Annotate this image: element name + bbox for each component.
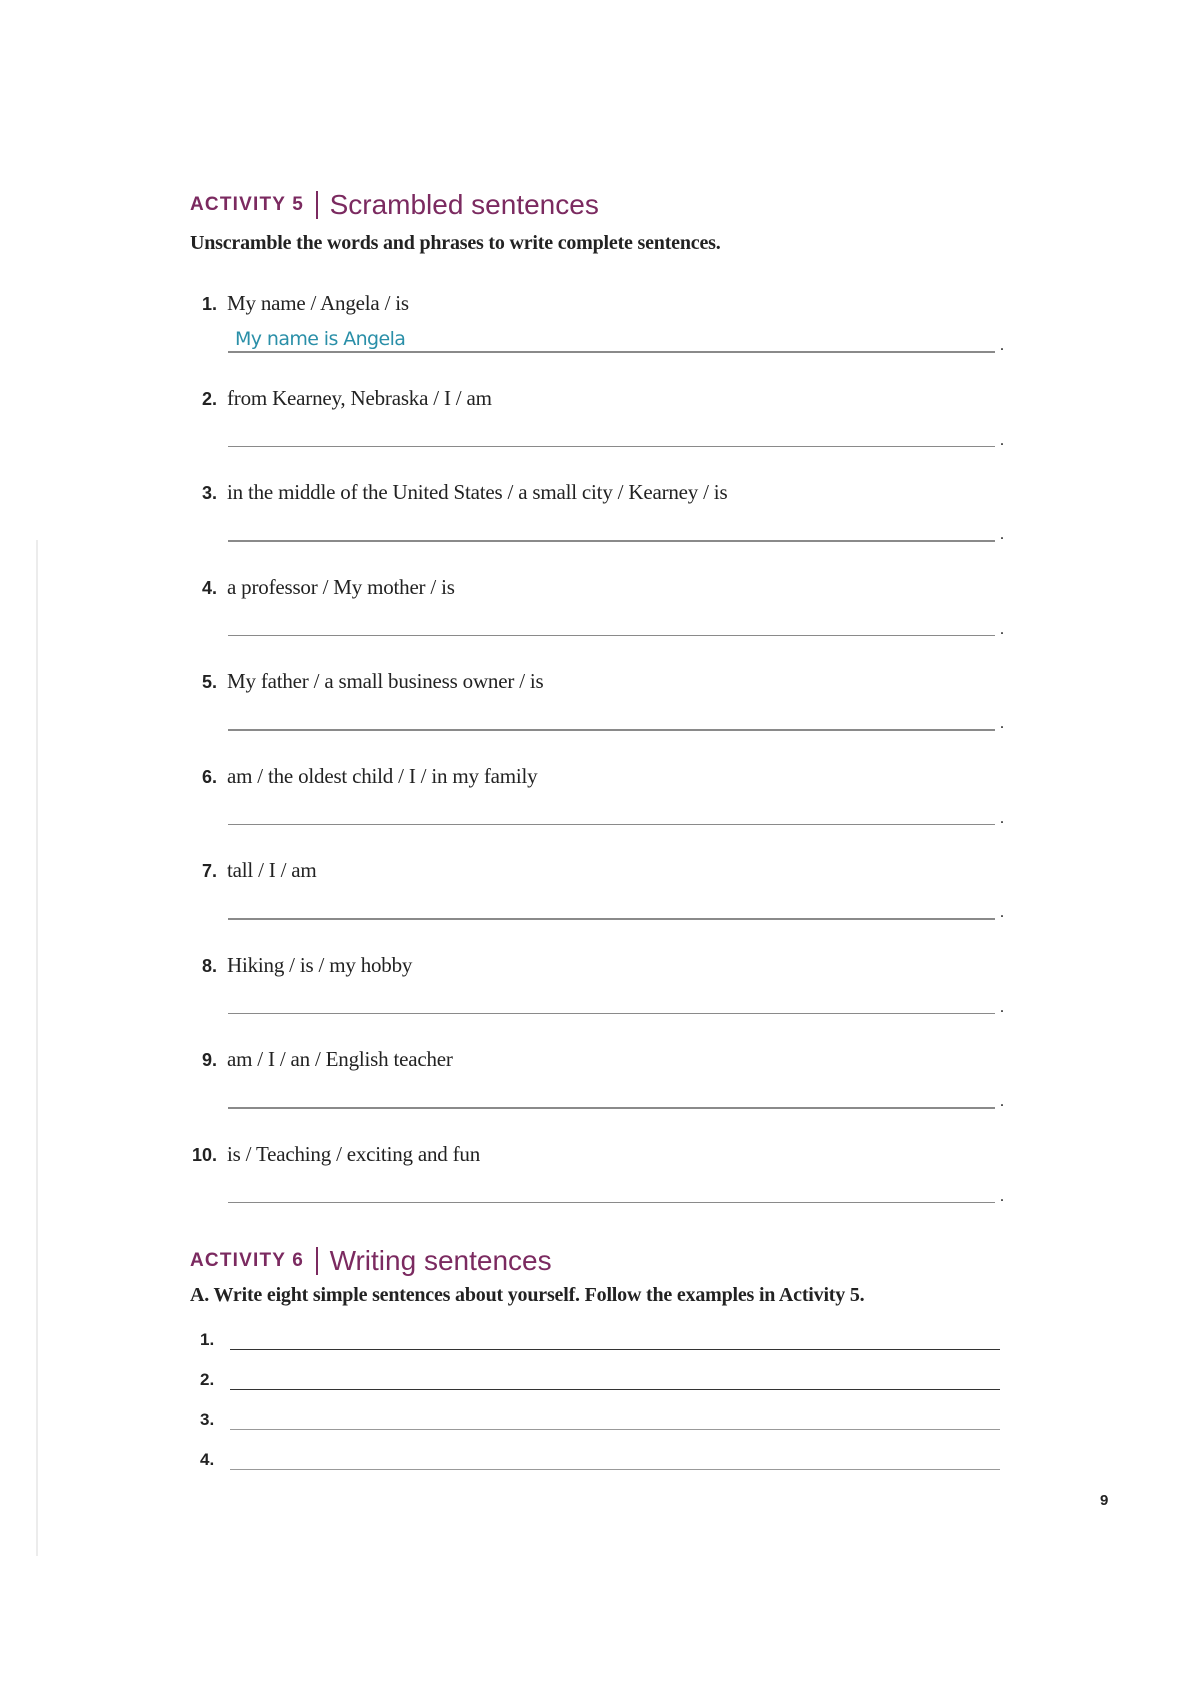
answer-period: . xyxy=(1000,620,1004,638)
writing-line-number: 2. xyxy=(200,1370,215,1389)
writing-line-row xyxy=(190,1402,1010,1432)
heading-separator xyxy=(316,1247,318,1275)
activity-6-heading xyxy=(190,1244,552,1278)
activity-5-instruction: Unscramble the words and phrases to write complete sentences. xyxy=(190,232,721,254)
item-prompt: in the middle of the United States / a small city / Kearney / is xyxy=(227,480,728,504)
activity-5-label: ACTIVITY 5 xyxy=(190,194,305,215)
item-prompt: is / Teaching / exciting and fun xyxy=(227,1141,481,1166)
writing-line[interactable] xyxy=(230,1469,1000,1471)
item-number: 6. xyxy=(201,766,217,787)
item-number: 10. xyxy=(191,1144,217,1165)
item-number: 9. xyxy=(201,1050,217,1070)
answer-period: . xyxy=(1000,809,1004,827)
answer-period: . xyxy=(1000,1187,1004,1205)
answer-line[interactable] xyxy=(228,446,995,448)
item-number: 2. xyxy=(201,388,217,409)
activity-6-label: ACTIVITY 6 xyxy=(190,1250,305,1271)
item-number: 5. xyxy=(201,672,217,692)
writing-line[interactable] xyxy=(230,1429,1000,1431)
answer-line[interactable] xyxy=(228,1013,995,1015)
writing-line-row xyxy=(190,1322,1010,1352)
writing-line[interactable] xyxy=(230,1349,1000,1351)
answer-line[interactable] xyxy=(228,1107,995,1109)
answer-period: . xyxy=(1000,526,1004,543)
answer-period: . xyxy=(1000,431,1004,449)
writing-line-number: 1. xyxy=(200,1330,215,1349)
heading-separator xyxy=(316,191,318,219)
answer-period: . xyxy=(1000,998,1004,1016)
page-number: 9 xyxy=(1100,1492,1109,1509)
item-prompt: a professor / My mother / is xyxy=(227,574,455,599)
activity-5-title: Scrambled sentences xyxy=(329,189,599,220)
item-prompt: am / I / an / English teacher xyxy=(227,1047,453,1071)
item-number: 8. xyxy=(201,955,217,976)
answer-period: . xyxy=(1000,904,1004,921)
writing-line-row xyxy=(190,1442,1010,1472)
answer-period: . xyxy=(1000,1093,1004,1110)
activity-6-title: Writing sentences xyxy=(329,1245,552,1276)
writing-line[interactable] xyxy=(230,1389,1000,1391)
answer-line[interactable] xyxy=(228,824,995,826)
writing-line-row xyxy=(190,1362,1010,1392)
answer-line[interactable] xyxy=(228,729,995,731)
answer-period: . xyxy=(1000,337,1004,354)
item-number: 4. xyxy=(201,577,217,598)
activity-6-instruction: A. Write eight simple sentences about yourself. Follow the examples in Activity 5. xyxy=(190,1284,865,1306)
activity-5-heading xyxy=(190,188,599,222)
writing-line-number: 4. xyxy=(200,1450,215,1469)
page-margin-rule xyxy=(36,540,38,1556)
item-prompt: tall / I / am xyxy=(227,858,317,882)
item-number: 3. xyxy=(201,483,217,503)
answer-line[interactable] xyxy=(228,635,995,637)
item-number: 7. xyxy=(201,861,217,881)
answer-line[interactable] xyxy=(228,918,995,920)
item-prompt: My father / a small business owner / is xyxy=(227,669,544,693)
writing-line-number: 3. xyxy=(200,1410,215,1429)
item-prompt: am / the oldest child / I / in my family xyxy=(227,763,538,788)
answer-line[interactable] xyxy=(228,540,995,542)
item-prompt: Hiking / is / my hobby xyxy=(227,952,413,977)
item-prompt: from Kearney, Nebraska / I / am xyxy=(227,385,492,410)
item-number: 1. xyxy=(201,294,217,314)
item-prompt: My name / Angela / is xyxy=(227,291,409,315)
answer-period: . xyxy=(1000,715,1004,732)
answer-line[interactable] xyxy=(228,351,995,353)
answer-text[interactable]: My name is Angela xyxy=(235,328,406,350)
answer-line[interactable] xyxy=(228,1202,995,1204)
